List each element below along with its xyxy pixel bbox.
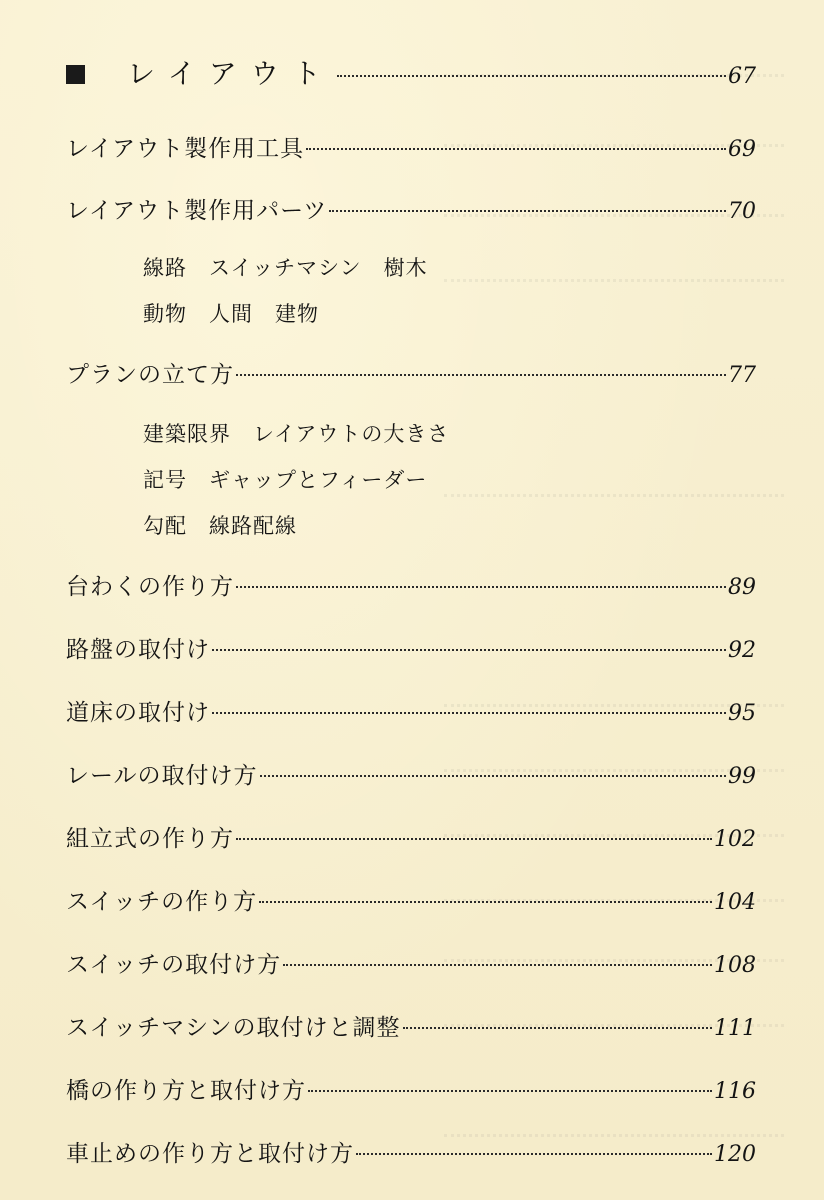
entry-title: レイアウト製作用パーツ bbox=[66, 198, 328, 224]
entry-title: 橋の作り方と取付け方 bbox=[66, 1078, 306, 1104]
toc-entry[interactable] bbox=[66, 130, 756, 163]
toc-entry[interactable] bbox=[66, 1135, 756, 1168]
toc-entry[interactable] bbox=[66, 820, 756, 853]
entry-page-number: 102 bbox=[714, 827, 756, 852]
subentry-text: 記号 ギャップとフィーダー bbox=[143, 468, 428, 492]
toc-entry[interactable] bbox=[66, 568, 756, 601]
entry-title: レールの取付け方 bbox=[66, 763, 258, 789]
toc-entry[interactable] bbox=[66, 694, 756, 727]
toc-entry[interactable] bbox=[66, 1072, 756, 1105]
dot-leader bbox=[356, 1153, 712, 1155]
heading-page-number: 67 bbox=[728, 64, 756, 89]
subentry-text: 勾配 線路配線 bbox=[143, 514, 297, 538]
entry-title: プランの立て方 bbox=[66, 362, 234, 388]
entry-title: 車止めの作り方と取付け方 bbox=[66, 1141, 354, 1167]
dot-leader bbox=[329, 210, 726, 212]
toc-entry[interactable] bbox=[66, 883, 756, 916]
entry-page-number: 111 bbox=[714, 1016, 756, 1041]
toc-entry[interactable] bbox=[66, 631, 756, 664]
toc-subentry bbox=[143, 418, 756, 448]
entry-title: 道床の取付け bbox=[66, 700, 210, 726]
toc-entry[interactable] bbox=[66, 1009, 756, 1042]
toc-entry[interactable] bbox=[66, 757, 756, 790]
toc-subentry bbox=[143, 464, 756, 494]
entry-page-number: 92 bbox=[728, 638, 756, 663]
toc-subentry bbox=[143, 298, 756, 328]
entry-page-number: 69 bbox=[728, 137, 756, 162]
entry-page-number: 116 bbox=[714, 1079, 756, 1104]
entry-title: レイアウト製作用工具 bbox=[66, 136, 305, 162]
dot-leader bbox=[283, 964, 712, 966]
dot-leader bbox=[236, 374, 726, 376]
entry-title: スイッチマシンの取付けと調整 bbox=[66, 1015, 401, 1041]
entry-page-number: 77 bbox=[728, 363, 756, 388]
subentry-text: 建築限界 レイアウトの大きさ bbox=[143, 422, 450, 446]
entry-page-number: 108 bbox=[714, 953, 756, 978]
entry-page-number: 70 bbox=[728, 199, 756, 224]
entry-title: スイッチの作り方 bbox=[66, 889, 258, 915]
entry-page-number: 95 bbox=[728, 701, 756, 726]
entry-title: 組立式の作り方 bbox=[66, 826, 234, 852]
dot-leader bbox=[306, 148, 726, 150]
entry-title: スイッチの取付け方 bbox=[66, 952, 282, 978]
entry-title: 路盤の取付け bbox=[66, 637, 210, 663]
entry-page-number: 104 bbox=[714, 890, 756, 915]
section-square-icon bbox=[66, 65, 85, 84]
entry-title: 台わくの作り方 bbox=[66, 574, 234, 600]
entry-page-number: 120 bbox=[714, 1142, 756, 1167]
toc-subentry bbox=[143, 510, 756, 540]
dot-leader bbox=[260, 775, 726, 777]
toc-heading bbox=[66, 52, 756, 92]
dot-leader bbox=[403, 1027, 712, 1029]
entry-page-number: 99 bbox=[728, 764, 756, 789]
heading-title: レイアウト bbox=[127, 57, 335, 90]
toc-entry[interactable] bbox=[66, 356, 756, 389]
dot-leader bbox=[212, 649, 726, 651]
dot-leader bbox=[259, 901, 712, 903]
toc-entry[interactable] bbox=[66, 192, 756, 225]
dot-leader bbox=[337, 75, 726, 77]
dot-leader bbox=[308, 1090, 712, 1092]
dot-leader bbox=[236, 838, 712, 840]
entry-page-number: 89 bbox=[728, 575, 756, 600]
subentry-text: 線路 スイッチマシン 樹木 bbox=[143, 256, 428, 280]
toc-entry[interactable] bbox=[66, 946, 756, 979]
toc-subentry bbox=[143, 252, 756, 282]
dot-leader bbox=[212, 712, 726, 714]
subentry-text: 動物 人間 建物 bbox=[143, 302, 319, 326]
dot-leader bbox=[236, 586, 726, 588]
